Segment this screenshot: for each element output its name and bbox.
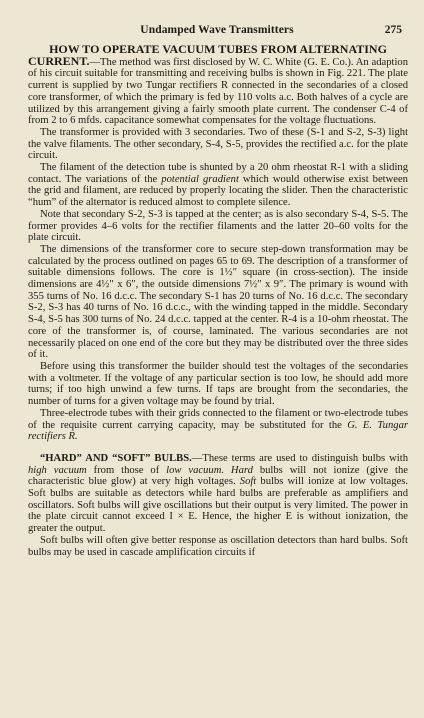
- section-1-paragraph-6: Before using this transformer the builder should test the voltages of the secondaries with a voltmeter. If the voltage of any particular section is too low, he should add more turns; if too high unwind a few turns. If taps are brought from the secondaries, the number of turns for a given voltage may be found by trial.: [28, 360, 408, 408]
- section-1-paragraph-3: [28, 162, 408, 209]
- s2-italic-3: Hard: [230, 464, 253, 476]
- section-1-text: —The method was first disclosed by W. C. White (G. E. Co.). An adaption of his circuit suitable for transmitting and receiving bulbs is shown in Fig. 221. The plate current is supplied by two Tungar rectifiers R connected in the secondaries of a closed core transformer, of which the primary is fed by 110 volts a.c. Both halves of a cycle are utilized by this arrangement giving a fairly smooth plate current. The condenser C-4 of from 2 to 6 mfds. capacitance somewhat compensates for the voltage fluctuations.: [28, 56, 408, 127]
- s2-text-e: bulbs will ionize at low voltages. Soft bulbs are suitable as detectors while hard bulbs are preferable as amplifiers and oscillators. Soft bulbs will give oscillations but their output is very limited. The power in the plate circuit cannot exceed I × E. Hence, the higher E is without ionization, the greater the output.: [28, 476, 408, 535]
- page-number: 275: [384, 24, 402, 36]
- s2-text-b: from those of: [86, 464, 167, 476]
- s2-text-c: [224, 465, 231, 476]
- paragraph-7-text-a: Three-electrode tubes with their grids connected to the filament or two-electrode tubes of the requisite current carrying capacity, may be substituted for the: [28, 407, 408, 431]
- section-1-heading-line-2: CURRENT.: [28, 53, 90, 68]
- section-2-heading: “HARD” AND “SOFT” BULBS.: [40, 452, 192, 464]
- section-gap: [28, 443, 408, 453]
- running-title: Undamped Wave Transmitters: [140, 24, 294, 36]
- section-1-paragraph-4: Note that secondary S-2, S-3 is tapped at the center; as is also secondary S-4, S-5. The former provides 4–6 volts for the rectifier filaments and the latter 20–60 volts for the plate circuit.: [28, 208, 408, 244]
- page-body: [28, 44, 408, 558]
- section-1-heading-line-1: HOW TO OPERATE VACUUM TUBES FROM ALTERNATING: [49, 42, 387, 56]
- paragraph-3-text-a: The filament of the detection tube is shunted by a 20 ohm rheostat R-1 with a sliding contact. The variations of the: [28, 162, 408, 185]
- s2-italic-1: high vacuum: [28, 464, 87, 476]
- section-1-paragraph-5: The dimensions of the transformer core to secure step-down transformation may be calculated by the process outlined on pages 65 to 69. The description of a transformer of suitable dimensions follows. The core is 1½″ square (in cross-section). The inside dimensions are 4½″ x 6″, the outside dimensions 7½″ x 9″. The primary is wound with 355 turns of No. 16 d.c.c. The secondary S-1 has 20 turns of No. 16 d.c.c. The secondary S-2, S-3 has 40 turns of No. 16 d.c.c., with the winding tapped in the middle. Secondary S-4, S-5 has 300 turns of No. 24 d.c.c. tapped at the center. R-4 is a 10-ohm rheostat. The core of the transformer is, of course, laminated. The various secondaries are not necessarily placed on one end of the core but they may be distributed over the three sides of it.: [28, 243, 408, 361]
- paragraph-7-italic: G. E. Tungar rectifiers R.: [28, 419, 408, 443]
- running-head: [30, 24, 404, 38]
- s2-text-d: bulbs will not ionize (give the characteristic blue glow) at very high voltages.: [28, 464, 408, 488]
- section-2-paragraph-2: Soft bulbs will often give better response as oscillation detectors than hard bulbs. Soft bulbs may be used in cascade amplification circuits if: [28, 534, 408, 558]
- s2-italic-4: Soft: [239, 476, 257, 488]
- s2-italic-2: low vacuum.: [166, 464, 224, 476]
- section-1-paragraph-2: The transformer is provided with 3 secondaries. Two of these (S-1 and S-2, S-3) light the valve filaments. The other secondary, S-4, S-5, provides the rectified a.c. for the plate circuit.: [28, 126, 408, 162]
- paragraph-3-text-b: which would otherwise exist between the grid and filament, are reduced by properly locating the slider. Then the characteristic “hum” of the alternator is reduced almost to complete silence.: [28, 173, 408, 209]
- section-2-paragraph-1: [28, 453, 408, 535]
- section-1-paragraph-7: [28, 408, 408, 443]
- s2-text-a: —These terms are used to distinguish bulbs with: [191, 452, 408, 464]
- section-1-paragraph-1: [28, 44, 408, 127]
- paragraph-3-italic: potential gradient: [161, 173, 239, 185]
